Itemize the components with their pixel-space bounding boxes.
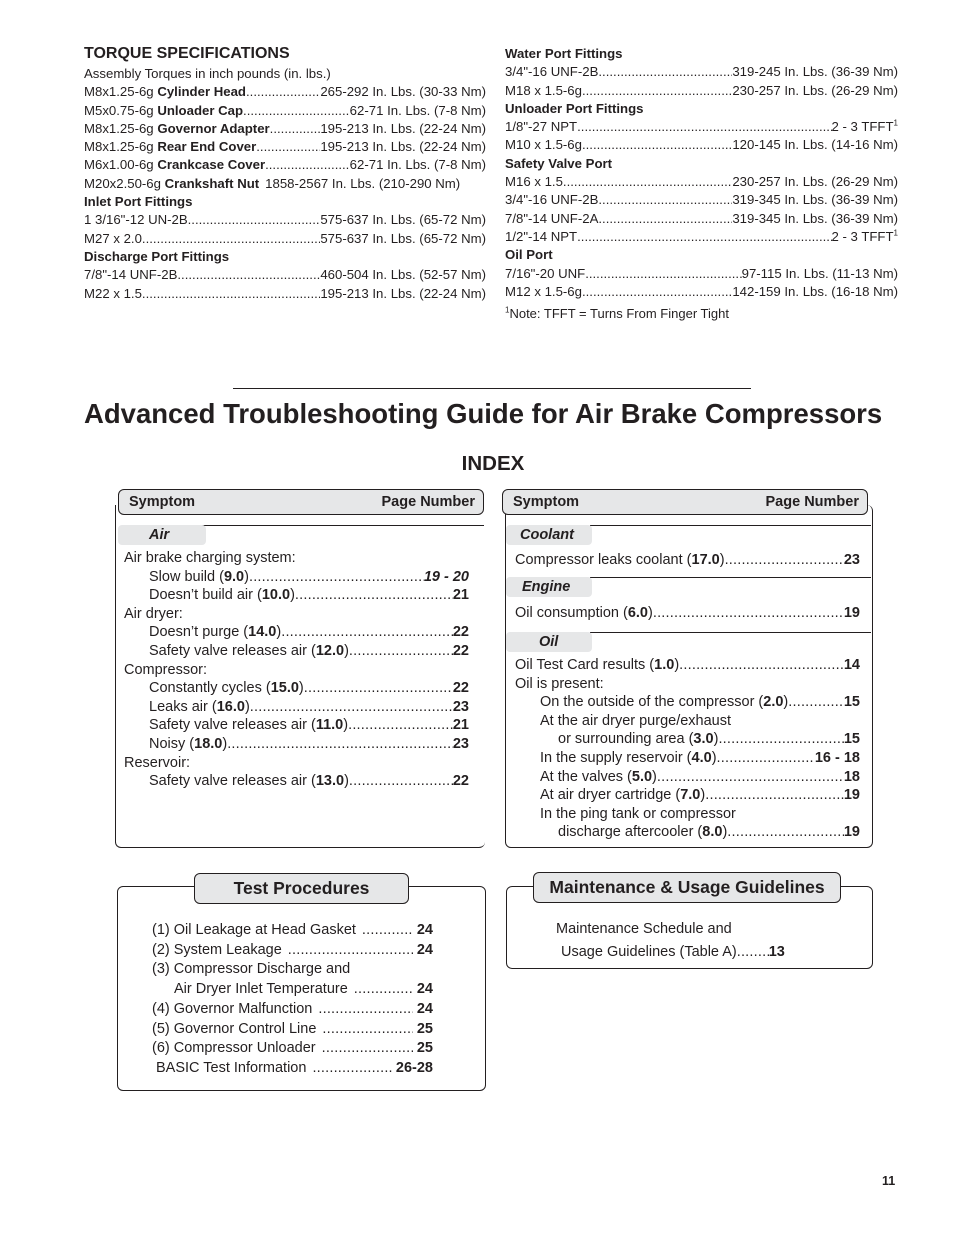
safety-valve-port-title: Safety Valve Port: [505, 155, 613, 171]
torque-row: M18 x 1.5-6g ..... 230-257 In. Lbs. (26-29 Nm): [505, 82, 898, 100]
torque-row: 7/8"-14 UNF-2A ..... 319-345 In. Lbs. (36-39 Nm): [505, 210, 898, 228]
list-item: Compressor leaks coolant (17.0) ..... 23: [515, 551, 860, 570]
torque-row: M8x1.25-6g Cylinder Head ..... 265-292 In. Lbs. (30-33 Nm): [84, 83, 486, 101]
tag-air: Air: [118, 525, 206, 545]
list-item: Constantly cycles (15.0) ..... 22: [124, 679, 469, 698]
page-number-header: Page Number: [765, 494, 859, 510]
list-item: Oil consumption (6.0) ..... 19: [515, 604, 860, 623]
torque-row: M8x1.25-6g Governor Adapter ..... 195-213 In. Lbs. (22-24 Nm): [84, 120, 486, 138]
tfft-footnote: $^1$Note: TFFT = Turns From Finger Tight: [505, 305, 729, 322]
torque-row: 7/16"-20 UNF ..... 97-115 In. Lbs. (11-13 Nm): [505, 265, 898, 283]
torque-row: M20x2.50-6g Crankshaft Nut 1858-2567 In. Lbs. (210-290 Nm): [84, 175, 461, 191]
tag-engine: Engine: [506, 577, 592, 597]
maintenance-title: Maintenance & Usage Guidelines: [533, 872, 841, 903]
oil-rule: [590, 632, 871, 633]
torque-row: 7/8"-14 UNF-2B ..... 460-504 In. Lbs. (52-57 Nm): [84, 266, 486, 284]
torque-row: 3/4"-16 UNF-2B ..... 319-345 In. Lbs. (36-39 Nm): [505, 191, 898, 209]
list-item: Usage Guidelines (Table A) ..... 13: [556, 941, 816, 964]
list-item: (5) Governor Control Line ..... 25: [152, 1020, 433, 1040]
torque-row: M22 x 1.5 ..... 195-213 In. Lbs. (22-24 Nm): [84, 285, 486, 303]
torque-row: M6x1.00-6g Crankcase Cover ..... 62-71 In. Lbs. (7-8 Nm): [84, 156, 486, 174]
list-item: (6) Compressor Unloader ..... 25: [152, 1039, 433, 1059]
water-port-title: Water Port Fittings: [505, 46, 623, 61]
list-item: Leaks air (16.0) ..... 23: [124, 698, 469, 717]
coolant-list: [515, 551, 860, 570]
list-item: Air Dryer Inlet Temperature ..... 24: [152, 980, 433, 1000]
list-item: In the ping tank or compressor: [540, 805, 736, 822]
list-item: discharge aftercooler (8.0) ..... 19: [515, 823, 860, 842]
unloader-port-title: Unloader Port Fittings: [505, 100, 644, 116]
page-number-header: Page Number: [381, 494, 475, 510]
tag-oil: Oil: [506, 632, 592, 652]
page-number: 11: [882, 1174, 896, 1188]
page-title: Advanced Troubleshooting Guide for Air Brake Compressors: [84, 398, 883, 429]
list-item: Doesn’t build air (10.0) ..... 21: [124, 586, 469, 605]
torque-row: 1 3/16"-12 UN-2B ..... 575-637 In. Lbs. (65-72 Nm): [84, 211, 486, 229]
list-item: Air dryer:: [124, 605, 183, 622]
oil-port-title: Oil Port: [505, 247, 553, 263]
torque-row: 1/2"-14 NPT ..... 2 - 3 TFFT$^1$: [505, 228, 898, 246]
list-item: Doesn’t purge (14.0) ..... 22: [124, 623, 469, 642]
list-item: Oil Test Card results (1.0) ..... 14: [515, 656, 860, 675]
right-panel-header: [502, 489, 868, 515]
section-divider: [233, 388, 751, 389]
list-item: Noisy (18.0) ..... 23: [124, 735, 469, 754]
left-panel-top-rule: [200, 525, 484, 526]
list-item: On the outside of the compressor (2.0) ..... 15: [515, 693, 860, 712]
list-item: Safety valve releases air (12.0) ..... 22: [124, 642, 469, 661]
torque-specs-right: [505, 45, 898, 323]
list-item: Safety valve releases air (13.0) ..... 22: [124, 772, 469, 791]
torque-intro: Assembly Torques in inch pounds (in. lbs.): [84, 66, 331, 81]
torque-title: TORQUE SPECIFICATIONS: [84, 45, 290, 62]
list-item: (2) System Leakage ..... 24: [152, 941, 433, 961]
maintenance-list: [556, 918, 816, 964]
maintenance-line: Maintenance Schedule and: [556, 921, 732, 937]
list-item: BASIC Test Information ..... 26-28: [152, 1059, 433, 1079]
list-item: or surrounding area (3.0) ..... 15: [515, 730, 860, 749]
symptom-header: Symptom: [129, 494, 196, 510]
torque-row: M12 x 1.5-6g ..... 142-159 In. Lbs. (16-18 Nm): [505, 283, 898, 301]
test-procedures-title: Test Procedures: [194, 873, 409, 904]
list-item: Oil is present:: [515, 675, 604, 692]
list-item: In the supply reservoir (4.0) ..... 16 - 18: [515, 749, 860, 768]
oil-symptom-list: [515, 656, 860, 842]
discharge-port-title: Discharge Port Fittings: [84, 248, 230, 264]
list-item: Safety valve releases air (11.0) ..... 21: [124, 716, 469, 735]
torque-row: 1/8"-27 NPT ..... 2 - 3 TFFT$^1$: [505, 118, 898, 136]
tag-coolant: Coolant: [506, 525, 592, 545]
list-item: (4) Governor Malfunction ..... 24: [152, 1000, 433, 1020]
torque-row: 3/4"-16 UNF-2B ..... 319-245 In. Lbs. (36-39 Nm): [505, 63, 898, 81]
list-item: Slow build (9.0) ..... 19 - 20: [124, 568, 469, 587]
left-panel-header: [118, 489, 484, 515]
engine-rule: [590, 577, 871, 578]
torque-row: M16 x 1.5 ..... 230-257 In. Lbs. (26-29 Nm): [505, 173, 898, 191]
engine-list: [515, 604, 860, 623]
list-item: (3) Compressor Discharge and: [152, 961, 351, 978]
list-item: Reservoir:: [124, 754, 191, 771]
symptom-header: Symptom: [513, 494, 580, 510]
index-title: INDEX: [461, 452, 525, 475]
list-item: At air dryer cartridge (7.0) ..... 19: [515, 786, 860, 805]
list-item: Air brake charging system:: [124, 550, 296, 566]
torque-row: M10 x 1.5-6g ..... 120-145 In. Lbs. (14-16 Nm): [505, 136, 898, 154]
torque-row: M8x1.25-6g Rear End Cover ..... 195-213 In. Lbs. (22-24 Nm): [84, 138, 486, 156]
list-item: (1) Oil Leakage at Head Gasket ..... 24: [152, 921, 433, 941]
torque-row: M27 x 2.0 ..... 575-637 In. Lbs. (65-72 Nm): [84, 230, 486, 248]
torque-row: M5x0.75-6g Unloader Cap ..... 62-71 In. Lbs. (7-8 Nm): [84, 102, 486, 120]
torque-specs-left: [84, 43, 486, 303]
test-procedures-list: [152, 921, 433, 1079]
inlet-port-title: Inlet Port Fittings: [84, 194, 193, 210]
list-item: Compressor:: [124, 661, 207, 678]
coolant-rule: [590, 525, 871, 526]
left-symptom-list: [124, 549, 469, 791]
list-item: At the air dryer purge/exhaust: [540, 712, 732, 729]
list-item: At the valves (5.0) ..... 18: [515, 768, 860, 787]
